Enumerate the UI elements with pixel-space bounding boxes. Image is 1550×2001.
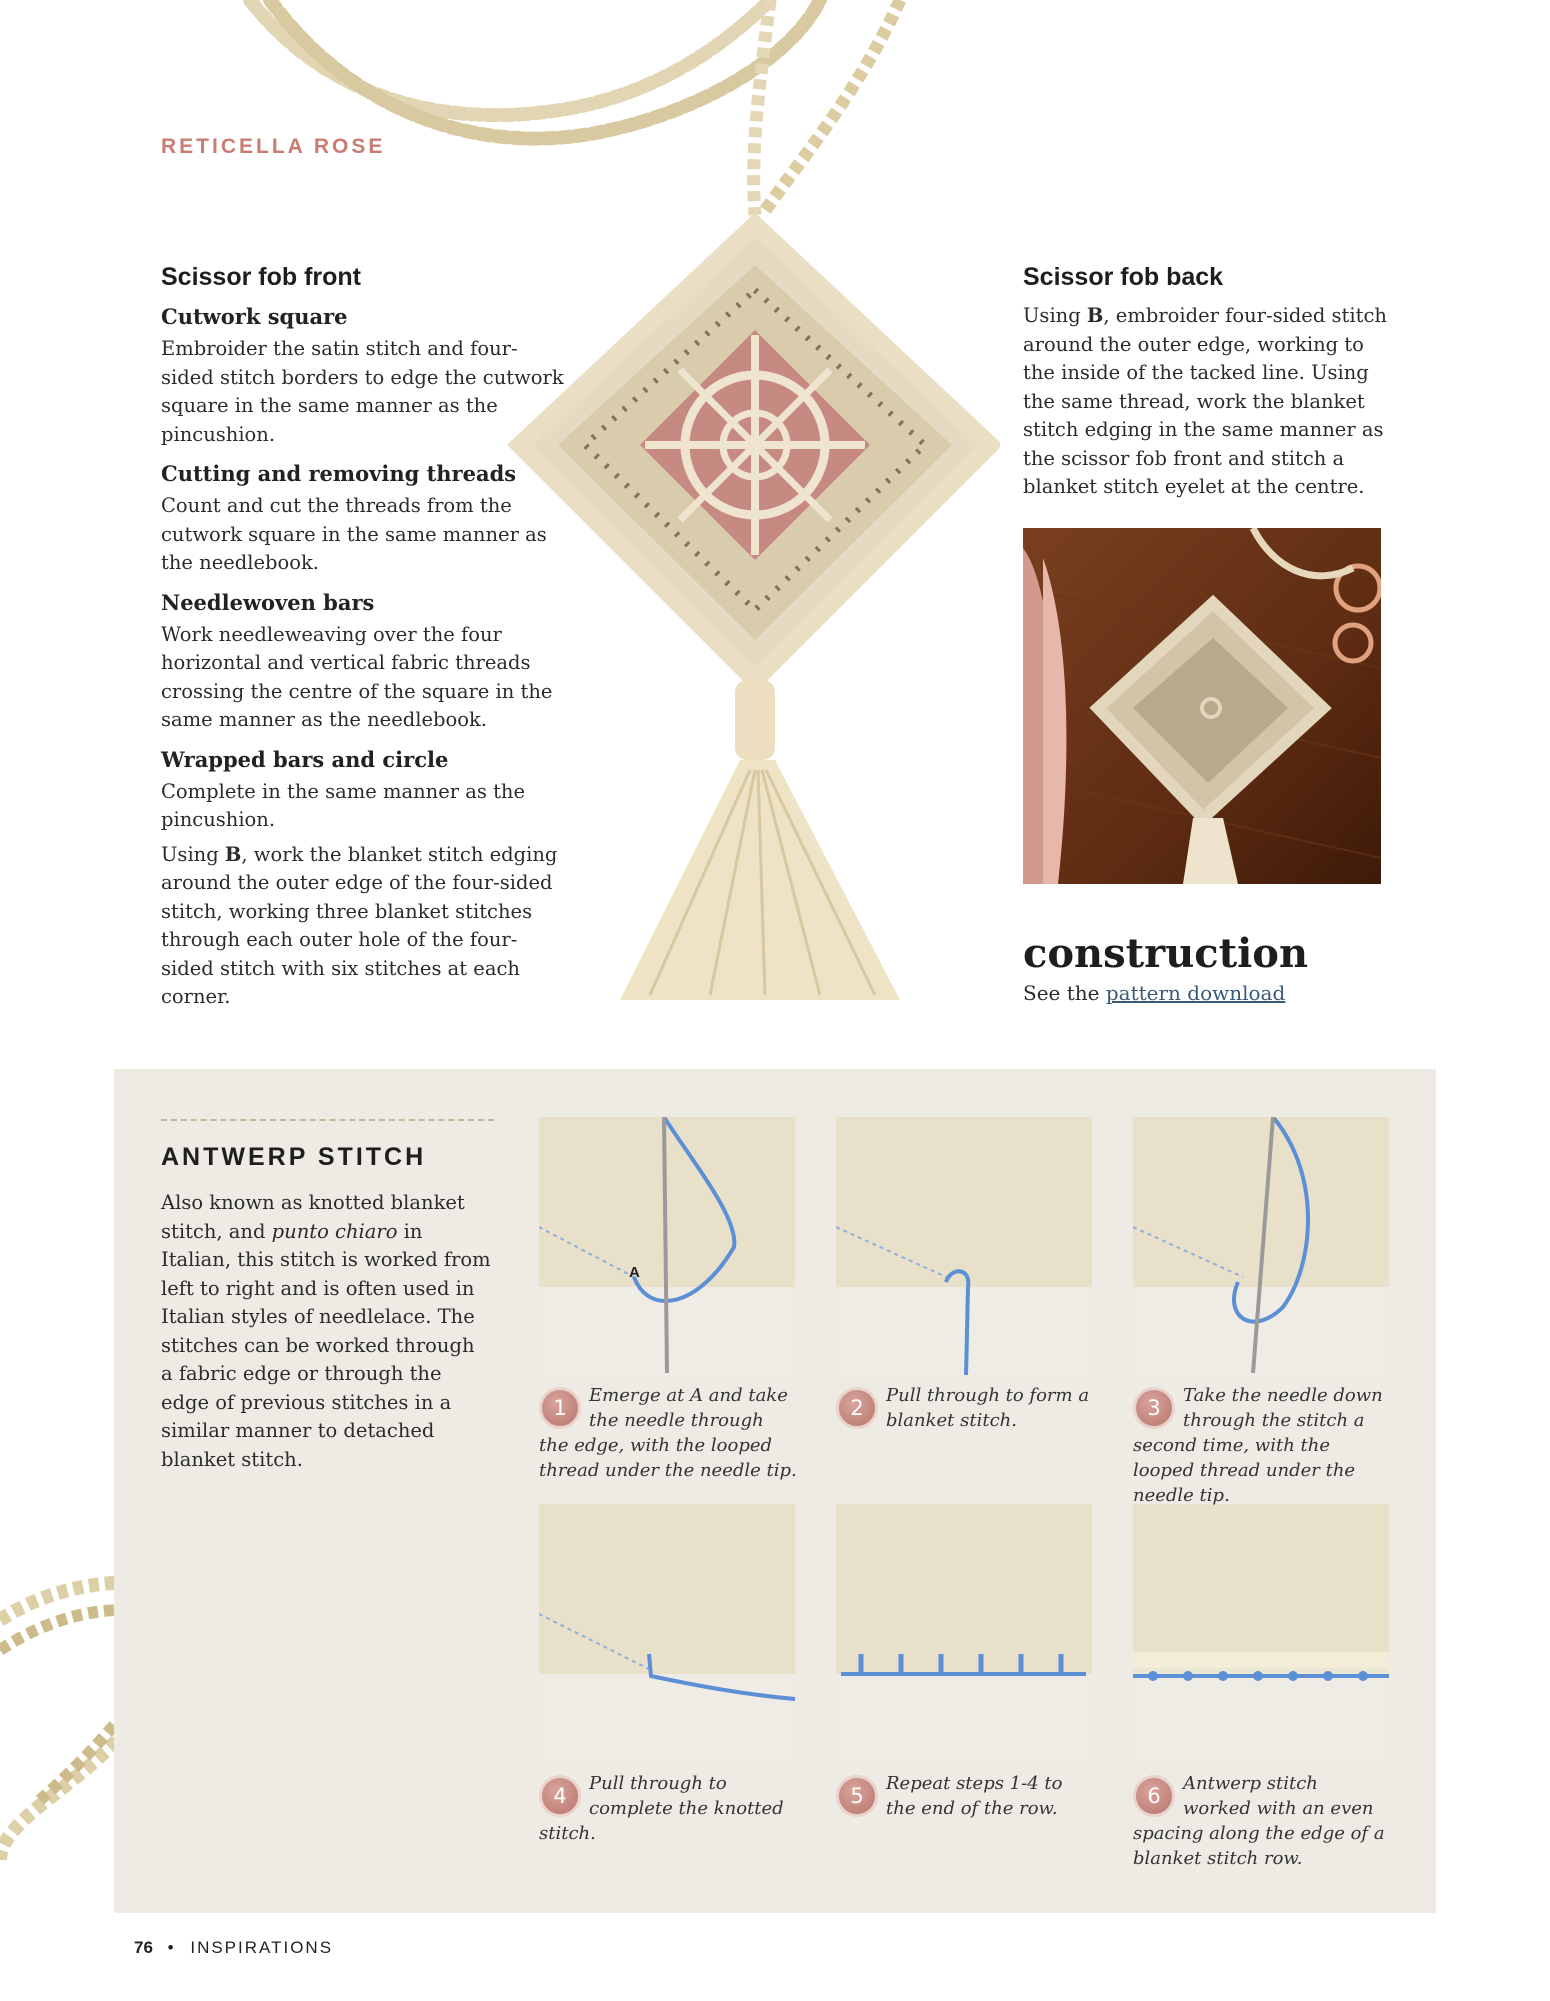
thread-code: B xyxy=(1086,304,1104,327)
step-number-badge: 4 xyxy=(539,1775,581,1817)
step-6-caption xyxy=(1133,1771,1391,1871)
step-number-badge: 3 xyxy=(1133,1387,1175,1429)
pattern-download-link[interactable]: pattern download xyxy=(1105,981,1286,1005)
construction-text xyxy=(1023,981,1285,1005)
step-number-badge: 6 xyxy=(1133,1775,1175,1817)
paragraph-cutting-threads: Count and cut the threads from the cutwork square in the same manner as the needlebook. xyxy=(161,494,547,574)
subheading-cutting-threads: Cutting and removing threads xyxy=(161,461,517,486)
text-part: Using xyxy=(161,842,225,866)
dashed-divider xyxy=(161,1119,494,1121)
back-heading: Scissor fob back xyxy=(1023,263,1224,291)
text-part: , work the blanket stitch edging around the outer edge of the four-sided stitch, working three blanket stitches through each outer hole of the four-sided stitch with six stitches at each corner. xyxy=(161,842,558,1008)
antwerp-description xyxy=(161,1189,491,1474)
step-5-caption xyxy=(836,1771,1094,1821)
publication-title: INSPIRATIONS xyxy=(190,1938,334,1957)
text-part: in Italian, this stitch is worked from left to right and is often used in Italian styles of needlelace. The stitches can be worked through a fabric edge or through the edge of previous stitches in a similar manner to detached blanket stitch. xyxy=(161,1219,491,1471)
step-number-badge: 5 xyxy=(836,1775,878,1817)
back-instructions xyxy=(1023,263,1393,502)
italic-term: punto chiaro xyxy=(271,1219,398,1243)
step-3-caption xyxy=(1133,1383,1391,1508)
step-1-image xyxy=(539,1117,795,1375)
step-4-caption xyxy=(539,1771,797,1846)
construction-heading: construction xyxy=(1023,930,1309,977)
text-part: , embroider four-sided stitch around the outer edge, working to the inside of the tacked line. Using the same thread, work the blanket stitch edging in the same manner as the scissor fob front and stitch a blanket stitch eyelet at the centre. xyxy=(1023,304,1387,498)
step-6-image xyxy=(1133,1504,1389,1762)
subheading-needlewoven-bars: Needlewoven bars xyxy=(161,589,375,615)
paragraph-wrapped-bars: Complete in the same manner as the pincushion. xyxy=(161,779,526,831)
caption-text: Pull through to form a blanket stitch. xyxy=(886,1385,1090,1431)
caption-text: Pull through to complete the knotted stitch. xyxy=(539,1773,784,1844)
caption-text: Repeat steps 1-4 to the end of the row. xyxy=(886,1773,1063,1819)
caption-text: Emerge at A and take the needle through the edge, with the looped thread under the needle tip. xyxy=(539,1385,797,1481)
subheading-wrapped-bars: Wrapped bars and circle xyxy=(161,746,449,772)
point-a-label: A xyxy=(629,1264,640,1281)
text-part: Also known as knotted blanket stitch, and xyxy=(161,1191,465,1243)
step-3-image xyxy=(1133,1117,1389,1375)
page-number: 76 xyxy=(134,1938,153,1957)
step-1-caption xyxy=(539,1383,797,1483)
page-footer xyxy=(134,1938,333,1958)
front-heading: Scissor fob front xyxy=(161,263,362,291)
thread-code: B xyxy=(224,842,242,866)
paragraph-back xyxy=(1023,302,1393,502)
step-4-image xyxy=(539,1504,795,1762)
step-number-badge: 2 xyxy=(836,1387,878,1429)
paragraph-cutwork-square: Embroider the satin stitch and four-sided stitch borders to edge the cutwork square in the same manner as the pincushion. xyxy=(161,337,564,446)
step-number-badge: 1 xyxy=(539,1387,581,1429)
subheading-cutwork-square: Cutwork square xyxy=(161,304,348,329)
scissor-fob-back-photo xyxy=(1023,528,1381,884)
section-label: RETICELLA ROSE xyxy=(161,135,386,158)
footer-separator: • xyxy=(167,1938,176,1957)
step-2-image xyxy=(836,1117,1092,1375)
caption-text: Antwerp stitch worked with an even spacing along the edge of a blanket stitch row. xyxy=(1133,1773,1385,1869)
text-part: See the xyxy=(1023,981,1106,1005)
step-2-caption xyxy=(836,1383,1094,1433)
caption-text: Take the needle down through the stitch a second time, with the looped thread under the needle tip. xyxy=(1133,1385,1383,1506)
antwerp-title: ANTWERP STITCH xyxy=(161,1143,427,1171)
text-part: Using xyxy=(1023,304,1087,327)
step-5-image xyxy=(836,1504,1092,1762)
paragraph-needlewoven-bars: Work needleweaving over the four horizontal and vertical fabric threads crossing the centre of the square in the same manner as the needlebook. xyxy=(161,622,553,731)
scissor-fob-pendant-image xyxy=(500,0,1000,1030)
